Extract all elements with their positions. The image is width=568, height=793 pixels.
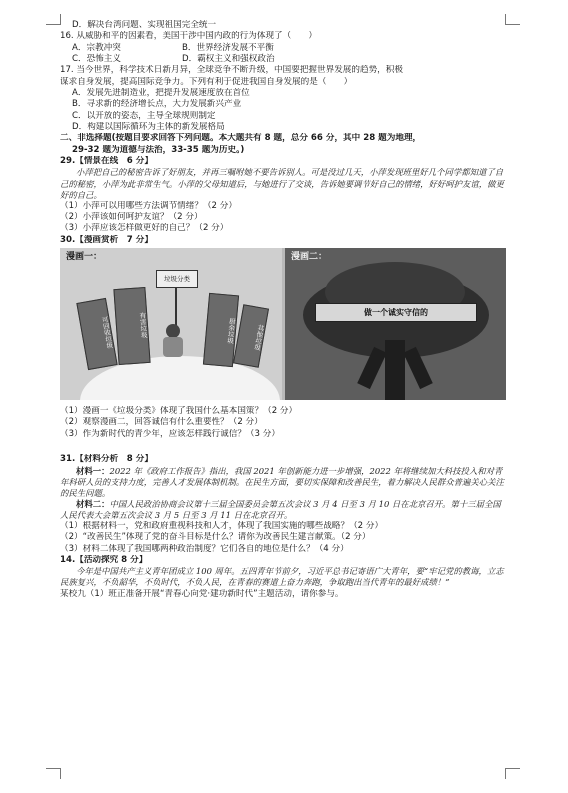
q32-title: 14.【活动探究 8 分】 xyxy=(60,555,148,565)
sign-pole xyxy=(175,286,177,326)
exam-page xyxy=(60,20,506,600)
q31-sub1: （1）根据材料一，党和政府重视科技和人才，体现了我国实施的哪些战略？（2 分） xyxy=(60,520,384,531)
hazardous-bin: 有害垃圾 xyxy=(113,287,150,365)
question-31 xyxy=(60,454,506,555)
q30-sub3: （3）作为新时代的青少年，应该怎样践行诚信？（3 分） xyxy=(60,428,280,439)
garbage-sorting-sign: 垃圾分类 xyxy=(156,270,198,288)
tree-banner: 做一个诚实守信的 xyxy=(315,303,477,322)
q17-stem-line2: 谋求自身发展，提高国际竞争力。下列有利于促进我国自身发展的是（ ） xyxy=(60,76,353,87)
cartoon-image xyxy=(60,248,506,400)
crop-mark-top-right xyxy=(505,14,520,25)
q17-option-b: B．寻求新的经济增长点，大力发展新兴产业 xyxy=(72,99,242,110)
q31-material2 xyxy=(60,499,506,521)
material2-text: 中国人民政治协商会议第十三届全国委员会第五次会议 3 月 4 日至 3 月 10 日在北京召开。第十三届全国人民代表大会第五次会议 3 月 5 日至 3 月 11 日在北京召开。 xyxy=(60,498,501,520)
crop-mark-top-left xyxy=(46,14,61,25)
tree-trunk xyxy=(385,340,405,400)
q30-sub1: （1）漫画一《垃圾分类》体现了我国什么基本国策？（2 分） xyxy=(60,406,298,417)
q16-stem: 16. 从威胁和平的因素看，美国干涉中国内政的行为体现了（ ） xyxy=(60,31,318,42)
part-two-header xyxy=(60,133,506,156)
part2-line2: 29-32 题为道德与法治，33-35 题为历史。) xyxy=(72,144,245,155)
q29-sub3: （3）小萍应该怎样做更好的自己？（2 分） xyxy=(60,223,229,234)
q15-option-d: D．解决台湾问题、实现祖国完全统一 xyxy=(72,20,217,30)
material2-label: 材料二： xyxy=(76,498,110,509)
material1-label: 材料一： xyxy=(76,465,110,476)
question-16 xyxy=(60,31,506,65)
other-bin: 其他垃圾 xyxy=(233,304,269,368)
q31-sub3: （3）材料二体现了我国哪两种政治制度？它们各自的地位是什么？（4 分） xyxy=(60,543,349,554)
q30-title: 30.【漫画赏析 7 分】 xyxy=(60,234,153,245)
q29-title: 29.【情景在线 6 分】 xyxy=(60,156,153,167)
question-32 xyxy=(60,555,506,600)
q17-option-a: A．发展先进制造业，把提升发展速度放在首位 xyxy=(72,88,250,99)
part2-line1: 二、非选择题(按题目要求回答下列问题。本大题共有 8 题，总分 66 分，其中 28 题为地理， xyxy=(60,133,422,144)
child-figure xyxy=(160,324,186,358)
q17-option-d: D．构建以国际循环为主体的新发展格局 xyxy=(72,122,225,133)
q17-option-c: C．以开放的姿态，主导全球规则制定 xyxy=(72,110,216,121)
material1-text: 2022 年《政府工作报告》指出，我国 2021 年创新能力进一步增强，2022 年将继续加大科技投入和对青年科研人员的支持力度，完善人才发展体制机制。在民生方面，要切实保障和改善民生，着力解决人民群众普遍关心关注的民生问题。 xyxy=(60,465,504,498)
q32-passage: 今年是中国共产主义青年团成立 100 周年。五四青年节前夕，习近平总书记寄语广大青年，要“牢记党的教诲，立志民族复兴，不负韶华，不负时代，不负人民，在青春的赛道上奋力奔跑，争取跑出当代青年的最好成绩！” xyxy=(60,566,504,588)
q16-option-c: C．恐怖主义 xyxy=(72,54,121,65)
q16-option-a: A．宗教冲突 xyxy=(72,42,121,53)
q32-activity-intro: 某校九（1）班正准备开展“青春心向党·建功新时代”主题活动，请你参与。 xyxy=(60,588,344,599)
q31-material1 xyxy=(60,466,506,499)
question-29 xyxy=(60,156,506,235)
q29-sub1: （1）小萍可以用哪些方法调节情绪？（2 分） xyxy=(60,200,237,211)
crop-mark-bottom-right xyxy=(505,768,520,779)
q30-sub2: （2）观察漫画二，回答诚信有什么重要性？（2 分） xyxy=(60,417,263,428)
q29-sub2: （2）小萍该如何呵护友谊？（2 分） xyxy=(60,212,203,223)
cartoon-honesty-tree xyxy=(285,248,506,400)
q16-option-b: B．世界经济发展不平衡 xyxy=(182,42,274,53)
q31-title: 31.【材料分析 8 分】 xyxy=(60,454,153,465)
q31-sub2: （2）“改善民生”体现了党的奋斗目标是什么？请你为改善民生建言献策。（2 分） xyxy=(60,532,371,543)
q29-scenario: 小萍把自己的秘密告诉了好朋友，并再三嘱咐她不要告诉别人。可是没过几天，小萍发现班里好几个同学都知道了自己的秘密，小萍为此非常生气。小萍的父母知道后，与她进行了交谈，告诉她要调节好自己的情绪，好好呵护友谊，做更好的自己。 xyxy=(60,167,504,200)
kitchen-bin: 厨余垃圾 xyxy=(203,293,239,367)
q17-stem-line1: 17. 当今世界，科学技术日新月异，全球竞争不断升级，中国要把握世界发展的趋势，积极 xyxy=(60,65,403,76)
cartoon-garbage-sorting xyxy=(60,248,282,400)
cartoon1-label: 漫画一： xyxy=(66,252,103,263)
question-17 xyxy=(60,65,506,133)
question-30 xyxy=(60,235,506,440)
recyclable-bin: 可回收垃圾 xyxy=(76,298,117,370)
crop-mark-bottom-left xyxy=(46,768,61,779)
cartoon2-label: 漫画二： xyxy=(291,252,328,263)
q16-option-d: D．霸权主义和强权政治 xyxy=(182,54,275,65)
